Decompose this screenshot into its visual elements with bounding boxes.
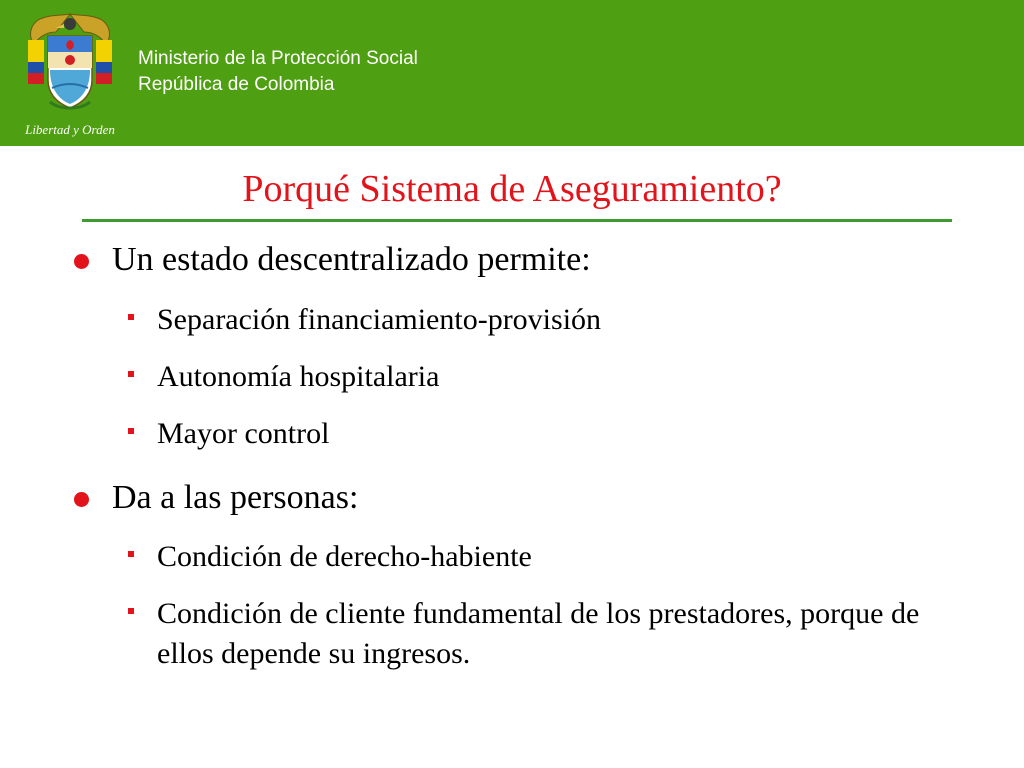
- sub-bullet-square-icon: [128, 428, 134, 434]
- title-divider: [82, 219, 952, 222]
- bullet-text: Un estado descentralizado permite:: [112, 241, 591, 278]
- sub-bullet-text: Condición de derecho-habiente: [157, 540, 532, 573]
- sub-bullet-text: Mayor control: [157, 417, 330, 450]
- sub-bullet-square-icon: [128, 608, 134, 614]
- sub-bullet-square-icon: [128, 551, 134, 557]
- header-banner: [0, 0, 1024, 146]
- ministry-title-block: [138, 46, 418, 98]
- sub-bullet-text: Condición de cliente fundamental de los prestadores, porque de ellos depende su ingresos.: [157, 597, 920, 670]
- bullet-dot-icon: [74, 492, 89, 507]
- coat-of-arms-icon: [20, 10, 120, 138]
- sub-bullet-square-icon: [128, 371, 134, 377]
- slide-title: Porqué Sistema de Aseguramiento?: [242, 168, 782, 210]
- sub-bullet-text: Separación financiamiento-provisión: [157, 303, 602, 336]
- bullet-text: Da a las personas:: [112, 479, 359, 516]
- ministry-name: Ministerio de la Protección Social: [138, 48, 418, 69]
- motto-text: Libertad y Orden: [25, 122, 115, 137]
- sub-bullet-square-icon: [128, 314, 134, 320]
- bullet-dot-icon: [74, 254, 89, 269]
- sub-bullet-text: Autonomía hospitalaria: [157, 360, 440, 393]
- country-name: República de Colombia: [138, 74, 335, 95]
